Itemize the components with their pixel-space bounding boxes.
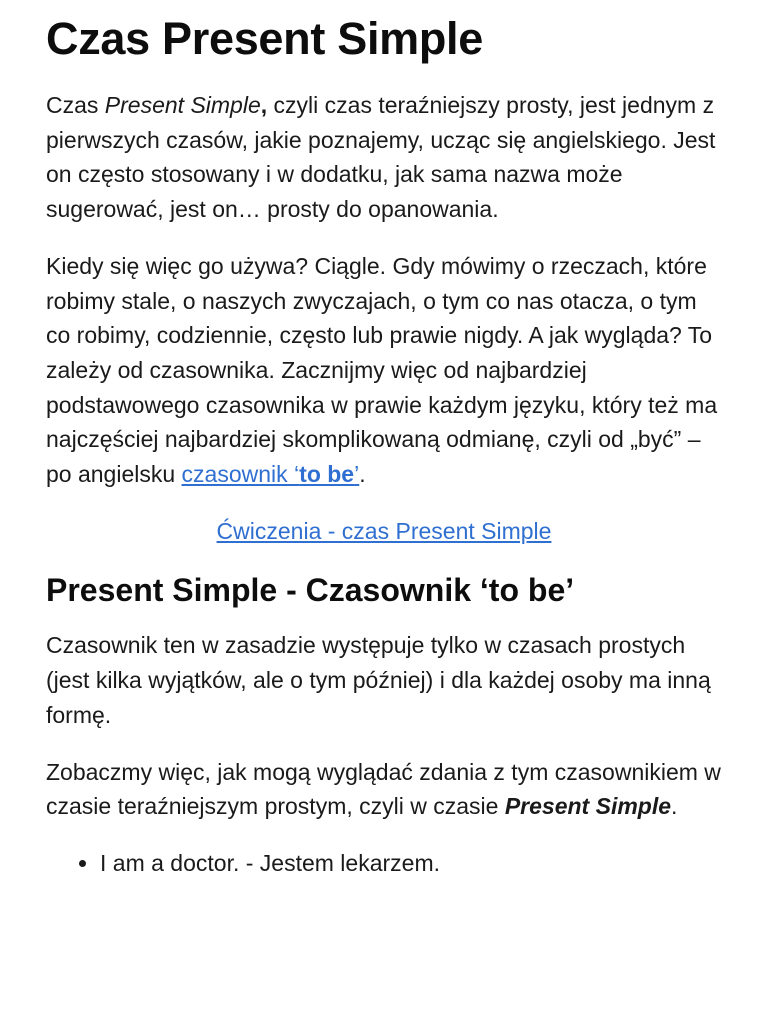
exercises-link-row bbox=[46, 514, 722, 549]
list-item: • I am a doctor. - Jestem lekarzem. bbox=[100, 846, 722, 881]
intro-prefix: Czas bbox=[46, 92, 105, 118]
intro-paragraph bbox=[46, 88, 722, 227]
exercises-link[interactable]: Ćwiczenia - czas Present Simple bbox=[216, 517, 552, 544]
section-heading: Present Simple - Czasownik ‘to be’ bbox=[46, 572, 575, 609]
page-title: Czas Present Simple bbox=[46, 13, 483, 64]
intro-rest: czyli czas teraźniejszy prosty, jest jednym z pierwszych czasów, jakie poznajemy, ucząc się angielskiego. Jest on często stosowany i w dodatku, jak sama nazwa może sugerować, jest on… prosty do opanowania. bbox=[46, 92, 716, 223]
intro-term: Present Simple bbox=[104, 92, 261, 118]
to-be-link[interactable] bbox=[182, 461, 360, 487]
intro-comma: , bbox=[260, 92, 268, 118]
section-p2-term-text: Present Simple bbox=[504, 793, 672, 820]
usage-text: Kiedy się więc go używa? Ciągle. Gdy mówimy o rzeczach, które robimy stale, o naszych zwyczajach, o tym co nas otacza, o tym co robimy, codziennie, często lub prawie nigdy. A jak wygląda? To zależy od czasownika. Zacznijmy więc od najbardziej podstawowego czasownika w prawie każdym języku, który też ma najczęściej najbardziej skomplikowaną odmianę, czyli od „być” – po angielsku bbox=[46, 252, 718, 488]
section-p2-term bbox=[505, 793, 671, 819]
to-be-link-prefix: czasownik ‘ bbox=[181, 461, 300, 488]
to-be-link-bold: to be bbox=[299, 461, 355, 488]
section-paragraph-2 bbox=[46, 755, 722, 824]
to-be-link-suffix: ’ bbox=[354, 461, 360, 488]
section-p2-end: . bbox=[671, 793, 678, 820]
usage-paragraph bbox=[46, 249, 722, 492]
examples-list bbox=[46, 846, 722, 881]
usage-end: . bbox=[359, 461, 366, 488]
section-p2-text: Zobaczmy więc, jak mogą wyglądać zdania z tym czasownikiem w czasie teraźniejszym prostym, czyli w czasie bbox=[46, 758, 721, 820]
section-paragraph-1: Czasownik ten w zasadzie występuje tylko w czasach prostych (jest kilka wyjątków, ale o tym później) i dla każdej osoby ma inną formę. bbox=[46, 632, 711, 728]
